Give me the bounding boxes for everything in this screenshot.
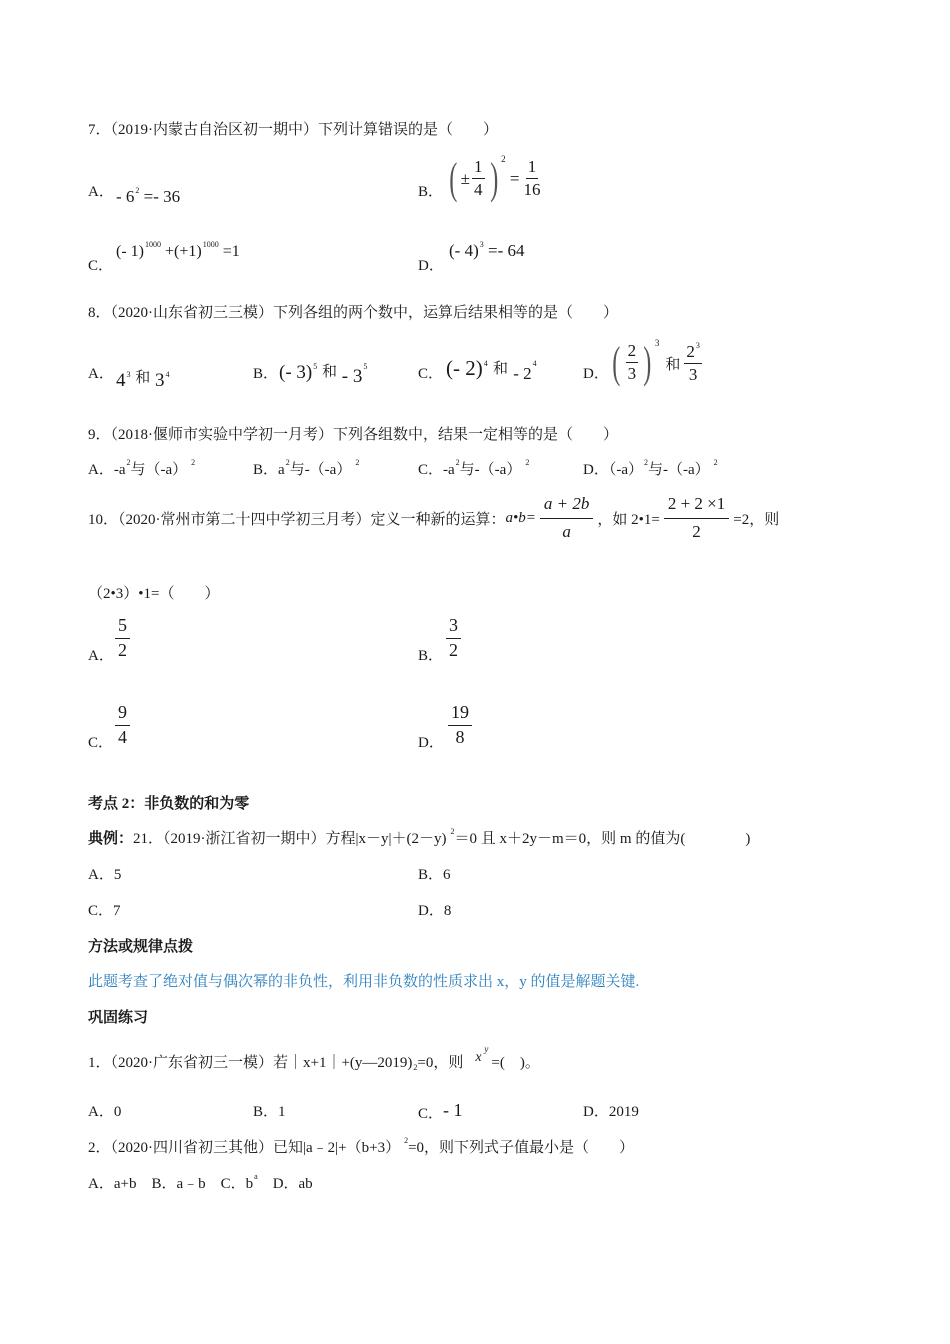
p2-stem-tail: =0，则下列式子值最小是（ ） (408, 1140, 635, 1156)
q8-option-d-label: D． (583, 366, 609, 382)
q8-option-a-expr (116, 366, 170, 392)
q7-c-plus: + (164, 243, 175, 260)
q9-a-p2: 与（-a） (130, 462, 188, 478)
q10-stem-pre: 10．（2020·常州市第二十四中学初三月考）定义一种新的运算： (88, 511, 506, 528)
q10-d-num: 19 (448, 703, 472, 726)
q8-option-c-label: C． (418, 366, 444, 382)
q10-def-fraction (540, 495, 593, 541)
q8-option-b-expr (279, 360, 367, 388)
q7-b-eq: = (509, 169, 520, 188)
q9-stem: 9．（2018·偃师市实验中学初一月考）下列各组数中，结果一定相等的是（ ） (88, 427, 618, 443)
q7-a-exp: 2 (135, 186, 140, 195)
q9-d-p1: （-a） (608, 462, 643, 478)
q7-c-t1: (- 1) (116, 243, 144, 260)
q8-b-and: 和 (321, 364, 337, 380)
q7-option-b-label: B． (418, 184, 444, 200)
q8-d-fraction-2 (684, 342, 702, 384)
q9-d-e2: 2 (713, 458, 718, 467)
p1-stem-pre: 1．（2020·广东省初三一模）若｜x+1｜+(y—2019) (88, 1055, 413, 1071)
q8-b-b1: (- 3) (279, 362, 313, 383)
q8-a-e1: 3 (126, 370, 131, 379)
q10-a-frac (115, 616, 130, 661)
q7-d-rest: =- 64 (487, 241, 525, 260)
q9-option-a (88, 458, 195, 479)
q9-b-e1: 2 (285, 458, 290, 467)
q9-b-p1: a (278, 462, 285, 478)
q7-option-b-expr (446, 152, 545, 206)
p2-opts-tail: D．ab (257, 1176, 313, 1192)
q10-tail: =2，则 (733, 511, 780, 528)
q10-stem (88, 490, 779, 546)
q10-a-den: 2 (118, 639, 127, 660)
q7-b-sign: ± (460, 169, 470, 188)
practice-2-stem (88, 1136, 634, 1157)
q8-d-den2: 3 (688, 364, 698, 384)
q7-b-fraction (472, 158, 485, 199)
q9-c-label: C． (418, 462, 444, 478)
q7-c-e2: 1000 (202, 240, 219, 249)
left-paren-icon: ( (449, 154, 458, 203)
q9-c-p2: 与-（-a） (459, 462, 522, 478)
example-option-c: C．7 (88, 903, 121, 919)
q10-option-b-label: B． (418, 648, 444, 664)
q8-d-num2-wrap (684, 342, 702, 364)
p1-c-label: C． (418, 1106, 444, 1122)
q7-d-e: 3 (479, 240, 484, 249)
q7-c-rest: =1 (222, 243, 240, 260)
q8-d-den: 3 (627, 364, 637, 383)
q7-a-rest: =- 36 (143, 187, 181, 206)
q7-option-a-expr (116, 186, 180, 207)
q8-d-e2: 3 (695, 340, 700, 350)
q7-b-num: 1 (472, 158, 485, 179)
p2-stem-pre: 2．（2020·四川省初三其他）已知|a﹣2|+（b+3） (88, 1140, 401, 1156)
q8-d-fraction (626, 342, 639, 383)
q8-a-b1: 4 (116, 370, 126, 391)
q10-d-frac (448, 703, 472, 748)
q8-c-e1: 4 (483, 359, 488, 368)
q10-option-c-label: C． (88, 735, 114, 751)
example-option-a: A．5 (88, 867, 122, 883)
q10-option-a-fraction (113, 616, 132, 661)
q8-b-e2: 5 (363, 362, 368, 371)
q8-c-b2: - 2 (513, 364, 532, 383)
p1-xy-base: x (475, 1050, 482, 1065)
example-option-b: B．6 (418, 867, 451, 883)
q7-d-t: (- 4) (449, 241, 479, 260)
q10-option-a-label: A． (88, 648, 114, 664)
p1-c-val: - 1 (443, 1100, 463, 1120)
q8-d-e1: 3 (654, 338, 660, 348)
q10-ex-num: 2 + 2 ×1 (664, 495, 729, 519)
q7-b-rnum: 1 (526, 158, 539, 179)
q9-option-d (583, 458, 718, 479)
q10-a-num: 5 (115, 616, 130, 639)
q10-option-c-fraction (113, 703, 132, 748)
q9-c-p1: -a (443, 462, 455, 478)
q8-option-d-expr (609, 336, 704, 390)
practice-1-option-c (418, 1100, 463, 1123)
p1-xy-exp: y (484, 1044, 489, 1054)
practice-1-stem (88, 1040, 540, 1072)
q7-b-rden: 16 (523, 180, 541, 199)
q9-c-e2: 2 (525, 458, 530, 467)
q8-c-and: 和 (492, 361, 508, 377)
q9-d-p2: 与-（-a） (648, 462, 710, 478)
q10-mid: ，如 2•1= (597, 511, 660, 528)
section-heading-method: 方法或规律点拨 (88, 939, 194, 955)
q8-d-num: 2 (626, 342, 639, 363)
q7-option-a-label: A． (88, 184, 114, 200)
q10-def-lhs: a•b= (505, 509, 536, 526)
q10-b-frac (446, 616, 461, 661)
p2-exp: 2 (404, 1136, 409, 1145)
practice-1-option-b: B．1 (253, 1104, 286, 1120)
q10-c-frac (115, 703, 130, 748)
q8-option-a-label: A． (88, 366, 114, 382)
q10-example-fraction (664, 495, 729, 541)
q8-d-num2: 2 (686, 341, 695, 361)
q8-a-and: 和 (135, 370, 151, 386)
q9-d-e1: 2 (644, 458, 648, 467)
q9-a-label: A． (88, 462, 114, 478)
p1-exp: 2 (413, 1063, 418, 1072)
q9-b-label: B． (253, 462, 279, 478)
example-stem (88, 827, 750, 848)
right-paren-icon: ) (643, 338, 652, 387)
practice-1-option-d: D．2019 (583, 1104, 639, 1120)
q7-b-result-fraction (522, 158, 543, 199)
q7-c-e1: 1000 (144, 240, 161, 249)
q8-c-b1: (- 2) (446, 356, 483, 380)
q7-option-d-expr (449, 240, 524, 261)
q7-stem: 7．（2019·内蒙古自治区初一期中）下列计算错误的是（ ） (88, 122, 498, 138)
q10-c-den: 4 (118, 726, 127, 747)
p1-stem-tail: =( )。 (491, 1055, 540, 1071)
q10-option-b-fraction (444, 616, 463, 661)
example-text: 21．（2019·浙江省初一期中）方程|x－y|＋(2－y) (133, 831, 447, 847)
q7-option-d-label: D． (418, 258, 444, 274)
q9-b-p2: 与-（-a） (289, 462, 352, 478)
q9-option-b (253, 458, 359, 479)
q8-stem: 8．（2020·山东省初三三模）下列各组的两个数中，运算后结果相等的是（ ） (88, 305, 618, 321)
q10-b-den: 2 (449, 639, 458, 660)
q9-option-c (418, 458, 529, 479)
q10-def-den: a (562, 521, 571, 541)
q9-d-label: D． (583, 462, 609, 478)
q10-def-num: a + 2b (540, 495, 593, 519)
q10-b-num: 3 (446, 616, 461, 639)
section-heading-kaodian: 考点 2：非负数的和为零 (88, 796, 250, 812)
q10-option-d-label: D． (418, 735, 444, 751)
q10-ex-den: 2 (692, 521, 701, 541)
q10-option-d-fraction (446, 703, 474, 748)
right-paren-icon: ) (489, 154, 498, 203)
q9-a-e2: 2 (191, 458, 196, 467)
q7-option-c-label: C． (88, 258, 114, 274)
left-paren-icon: ( (612, 338, 621, 387)
q7-option-c-expr (116, 240, 240, 261)
q10-line2: （2•3）•1=（ ） (88, 586, 220, 602)
q7-b-exp: 2 (501, 154, 506, 164)
q8-c-e2: 4 (532, 359, 537, 368)
method-text: 此题考查了绝对值与偶次幂的非负性，利用非负数的性质求出 x，y 的值是解题关键. (88, 974, 640, 990)
q9-c-e1: 2 (455, 458, 460, 467)
p2-opts-exp: a (254, 1172, 258, 1181)
q8-option-c-expr (446, 356, 537, 384)
practice-2-options (88, 1172, 313, 1193)
q8-option-b-label: B． (253, 366, 279, 382)
p2-opts-pre: A．a+b B．a﹣b C．b (88, 1176, 254, 1192)
q10-c-num: 9 (115, 703, 130, 726)
example-option-d: D．8 (418, 903, 452, 919)
q8-b-e1: 5 (313, 362, 318, 371)
q8-a-b2: 3 (155, 370, 165, 391)
q7-c-t2: (+1) (174, 243, 202, 260)
example-exp: 2 (450, 827, 455, 836)
q9-b-e2: 2 (355, 458, 360, 467)
section-heading-practice: 巩固练习 (88, 1010, 149, 1026)
q9-a-e1: 2 (126, 458, 131, 467)
example-text2: ＝0 且 x＋2y－m＝0，则 m 的值为( ) (454, 831, 751, 847)
p1-stem-mid: =0，则 (417, 1055, 464, 1071)
q8-b-b2: - 3 (341, 366, 363, 387)
practice-1-option-a: A．0 (88, 1104, 122, 1120)
q8-d-and: 和 (665, 356, 681, 373)
q7-b-den: 4 (474, 180, 483, 199)
q9-a-p1: -a (113, 462, 126, 478)
q8-a-e2: 4 (165, 370, 170, 379)
q7-a-base: - 6 (116, 187, 135, 206)
example-label: 典例： (88, 831, 134, 847)
q10-d-den: 8 (455, 726, 465, 747)
